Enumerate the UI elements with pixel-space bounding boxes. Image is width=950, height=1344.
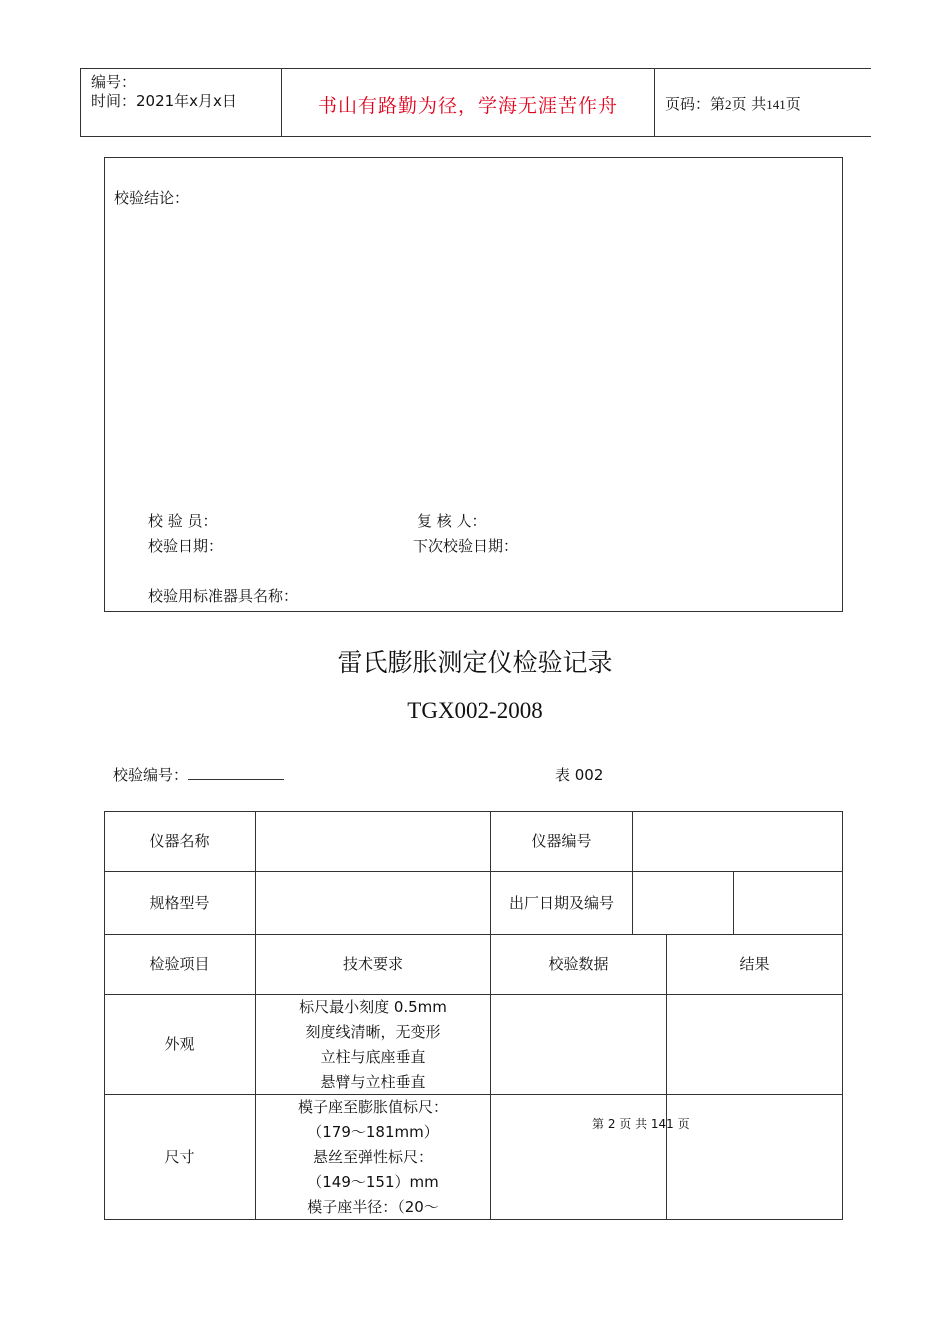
size-requirements [256, 1095, 490, 1219]
record-number-label: 校验编号： [113, 766, 189, 784]
size-req-line: 模子座至膨胀值标尺： [297, 1098, 448, 1116]
record-title: 雷氏膨胀测定仪检验记录 [337, 648, 613, 677]
page-indicator: 页码：第2页 共141页 [665, 95, 801, 113]
header-info-cell [81, 69, 282, 136]
size-req-line: 模子座半径：（20～ [307, 1198, 439, 1216]
size-req-line: （179～181mm） [307, 1123, 439, 1141]
size-req-line: （149～151）mm [307, 1173, 439, 1191]
standard-instrument-label: 校验用标准器具名称： [148, 587, 299, 605]
instrument-no-label: 仪器编号 [531, 831, 592, 850]
header-page-cell [655, 69, 871, 136]
model-label: 规格型号 [149, 893, 210, 912]
instrument-name-value [256, 811, 490, 871]
appearance-requirements [256, 995, 490, 1094]
instrument-no-value [633, 811, 842, 871]
col-header-requirement: 技术要求 [342, 955, 403, 973]
check-date-label: 校验日期： [148, 537, 224, 555]
conclusion-label: 校验结论： [114, 189, 190, 207]
appearance-req-line: 刻度线清晰，无变形 [305, 1022, 441, 1041]
col-header-item: 检验项目 [149, 955, 210, 973]
item-size: 尺寸 [164, 1147, 195, 1166]
next-date-label: 下次校验日期： [413, 537, 519, 555]
record-number-blank [188, 765, 284, 780]
col-header-data: 校验数据 [548, 955, 609, 973]
item-appearance: 外观 [164, 1035, 195, 1053]
reviewer-label: 复 核 人： [417, 512, 487, 530]
inspection-table [104, 811, 843, 1220]
model-value [256, 872, 490, 934]
conclusion-box [104, 157, 843, 612]
record-code: TGX002-2008 [407, 698, 543, 723]
appearance-req-line: 立柱与底座垂直 [320, 1047, 426, 1066]
record-number-field [113, 764, 284, 785]
page-footer: 第 2 页 共 141 页 [592, 1117, 690, 1131]
inspector-label: 校 验 员： [148, 512, 218, 530]
factory-date-label: 出厂日期及编号 [508, 893, 614, 912]
size-req-line: 悬丝至弹性标尺： [312, 1148, 433, 1166]
appearance-req-line: 标尺最小刻度 0.5mm [299, 997, 447, 1016]
doc-time-label: 时间：2021年x月x日 [91, 92, 237, 110]
header-motto-cell [282, 69, 655, 136]
instrument-name-label: 仪器名称 [149, 831, 210, 850]
page-header [80, 68, 871, 137]
col-header-result: 结果 [739, 955, 770, 973]
form-number: 表 002 [555, 766, 604, 784]
doc-number-label: 编号： [91, 73, 137, 91]
appearance-req-line: 悬臂与立柱垂直 [320, 1072, 426, 1091]
motto-text: 书山有路勤为径，学海无涯苦作舟 [317, 95, 618, 117]
